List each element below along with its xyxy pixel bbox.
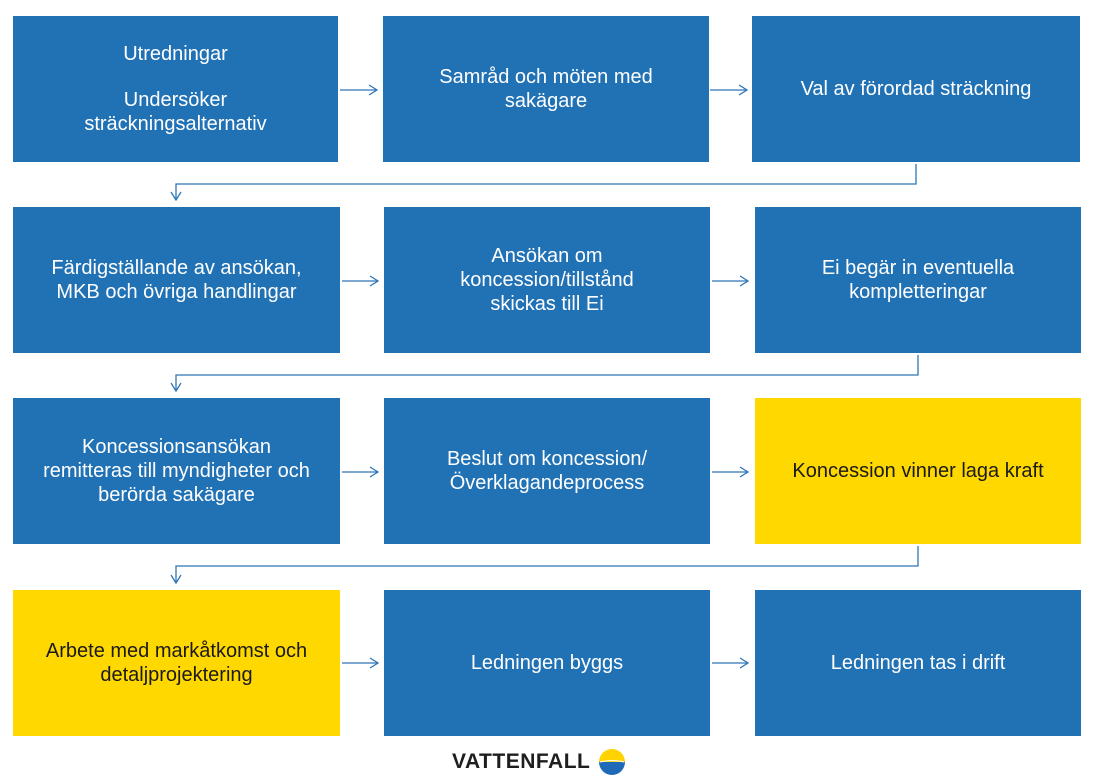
step-text-line: sträckningsalternativ bbox=[84, 113, 267, 135]
step-text-line: remitteras till myndigheter och bbox=[43, 460, 310, 482]
vattenfall-logo bbox=[452, 744, 626, 780]
step-ledningen-tas-i-drift bbox=[755, 590, 1081, 736]
step-text-line: Arbete med markåtkomst och bbox=[45, 640, 308, 662]
step-text-line: sakägare bbox=[504, 90, 588, 112]
logo-text: VATTENFALL bbox=[452, 750, 591, 773]
step-text-line: Undersöker bbox=[123, 89, 228, 111]
step-text-line: skickas till Ei bbox=[490, 293, 604, 315]
step-text-line: Samråd och möten med bbox=[439, 66, 653, 88]
step-koncessionsansokan-remitteras bbox=[13, 398, 340, 544]
step-text-line: berörda sakägare bbox=[98, 484, 255, 506]
step-fardigstallande bbox=[13, 207, 340, 353]
step-text-line: Beslut om koncession/ bbox=[446, 448, 648, 470]
step-ledningen-byggs bbox=[384, 590, 710, 736]
step-text-line: Val av förordad sträckning bbox=[800, 78, 1032, 100]
step-text-line: Ei begär in eventuella bbox=[821, 257, 1015, 279]
step-utredningar bbox=[13, 16, 338, 162]
step-text-line: kompletteringar bbox=[849, 281, 987, 303]
step-text-line: Utredningar bbox=[123, 43, 228, 65]
step-text-line: Färdigställande av ansökan, bbox=[51, 257, 302, 279]
step-samrad bbox=[383, 16, 709, 162]
step-beslut-om-koncession bbox=[384, 398, 710, 544]
step-val-av-forordad-strackning bbox=[752, 16, 1080, 162]
step-text-line: Ledningen byggs bbox=[470, 652, 624, 674]
arrow-s9-s10 bbox=[176, 546, 918, 583]
step-ansokan-om-koncession bbox=[384, 207, 710, 353]
step-text-line: detaljprojektering bbox=[100, 664, 253, 686]
step-text-line: koncession/tillstånd bbox=[460, 269, 634, 291]
step-text-line: Koncession vinner laga kraft bbox=[792, 460, 1044, 482]
arrow-s3-s4 bbox=[176, 164, 916, 200]
step-ei-kompletteringar bbox=[755, 207, 1081, 353]
vattenfall-logo-icon bbox=[598, 748, 626, 776]
arrow-s6-s7 bbox=[176, 355, 918, 391]
step-text-line: Överklagandeprocess bbox=[449, 472, 645, 494]
step-koncession-laga-kraft bbox=[755, 398, 1081, 544]
step-text-line: MKB och övriga handlingar bbox=[56, 281, 297, 303]
step-text-line: Ledningen tas i drift bbox=[830, 652, 1006, 674]
step-markatkomst bbox=[13, 590, 340, 736]
step-text-line: Koncessionsansökan bbox=[81, 436, 271, 458]
step-text-line: Ansökan om bbox=[491, 245, 603, 267]
